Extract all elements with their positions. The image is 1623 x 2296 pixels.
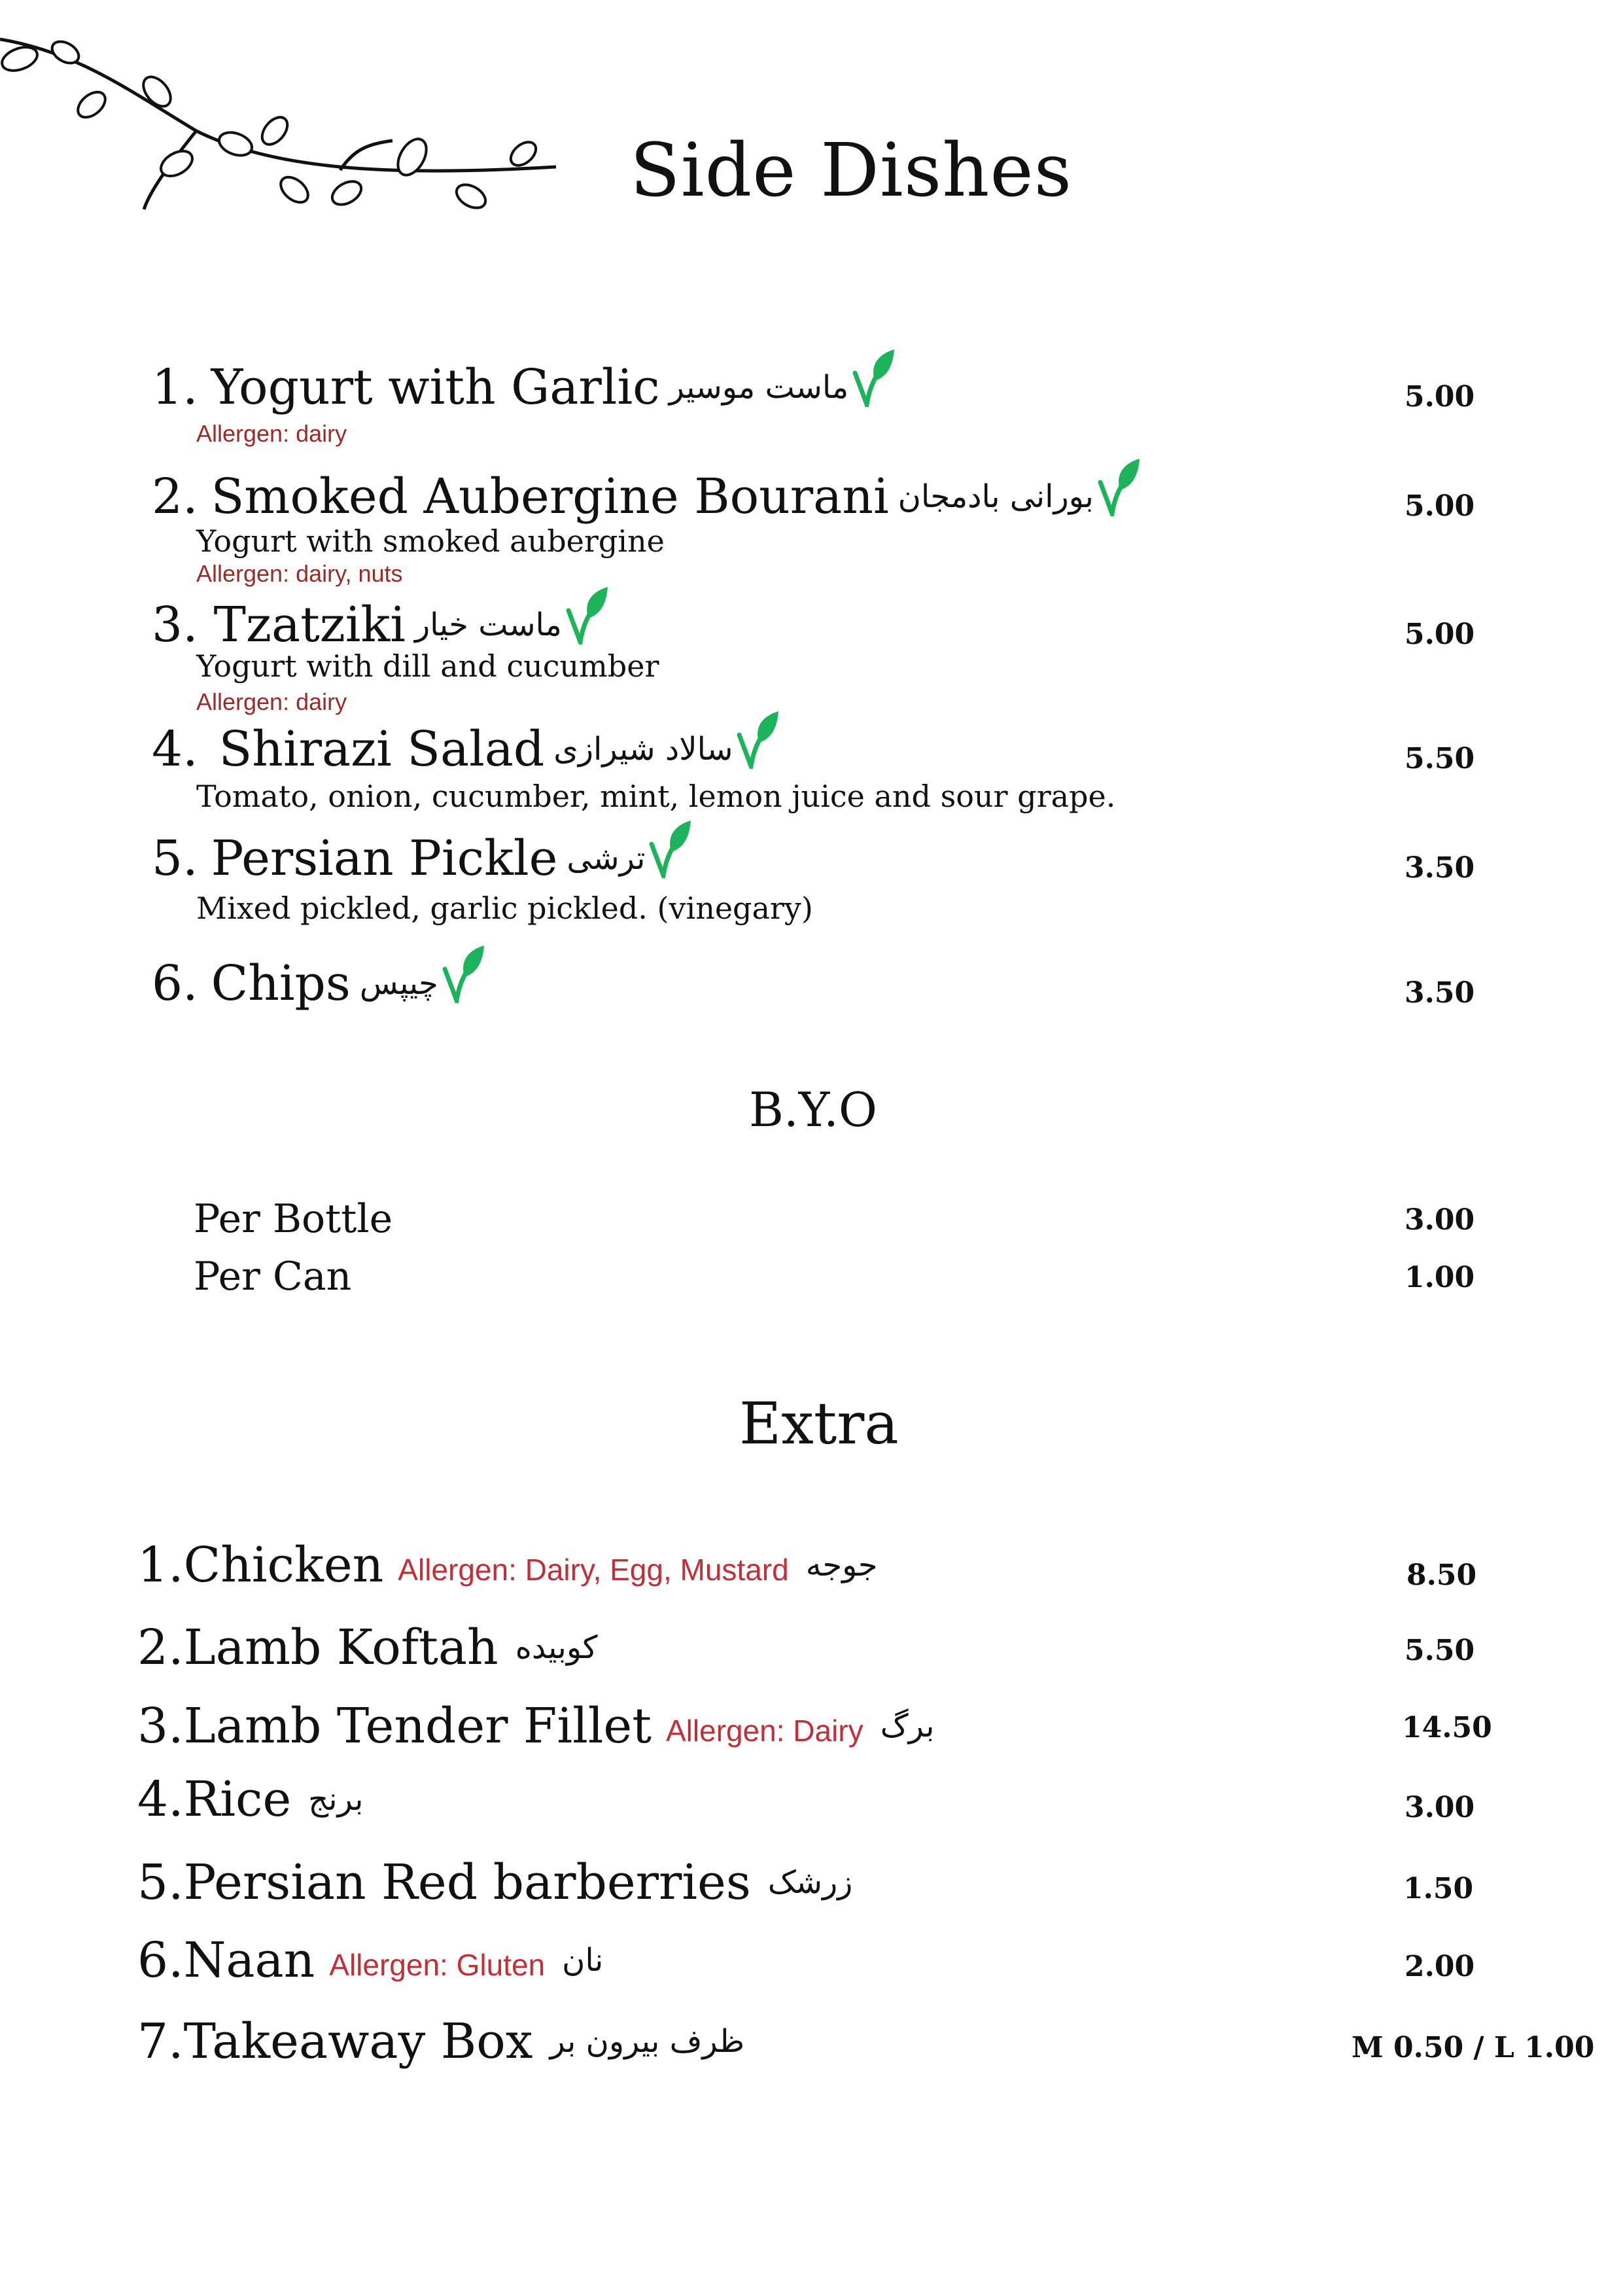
item-farsi-name: ظرف بیرون بر: [550, 2023, 745, 2060]
menu-item: [152, 721, 780, 777]
extra-item: [137, 1854, 853, 1911]
item-name: Persian Red barberries: [183, 1854, 751, 1911]
item-name: Lamb Koftah: [183, 1619, 498, 1676]
item-price: 5.50: [1405, 1634, 1475, 1667]
vegetarian-leaf-icon: [646, 819, 692, 878]
item-farsi-name: زرشک: [767, 1864, 853, 1901]
vegetarian-leaf-icon: [734, 710, 780, 769]
extra-item: [137, 1771, 364, 1828]
item-number: 3.: [152, 597, 198, 653]
item-farsi-name: جوجه: [805, 1547, 878, 1583]
item-farsi-name: برگ: [880, 1708, 935, 1744]
menu-item: [152, 830, 692, 887]
item-number: 3.: [137, 1698, 184, 1754]
item-number: 4.: [152, 721, 198, 777]
item-number: 7.: [137, 2013, 184, 2070]
item-allergen: Allergen: Dairy, Egg, Mustard: [398, 1553, 789, 1587]
item-price: 14.50: [1402, 1711, 1492, 1744]
item-farsi-name: ماست خیار: [414, 607, 562, 643]
item-farsi-name: برنج: [308, 1781, 364, 1818]
item-allergen: Allergen: dairy, nuts: [196, 560, 403, 587]
item-description: Mixed pickled, garlic pickled. (vinegary): [196, 891, 813, 926]
item-price: 5.00: [1405, 618, 1475, 651]
item-number: 6.: [137, 1932, 184, 1988]
item-farsi-name: چیپس: [359, 965, 438, 1002]
item-price: 3.00: [1405, 1791, 1475, 1824]
item-price: 5.00: [1405, 489, 1475, 523]
byo-item-label: Per Bottle: [194, 1196, 393, 1242]
item-name: Shirazi Salad: [218, 721, 545, 777]
item-farsi-name: ترشی: [567, 840, 646, 877]
item-price: 5.50: [1405, 742, 1475, 775]
item-farsi-name: سالاد شیرازی: [553, 731, 733, 768]
menu-item: [152, 359, 896, 415]
vine-decoration-icon: [0, 13, 576, 222]
byo-item-price: 3.00: [1405, 1203, 1475, 1237]
vegetarian-leaf-icon: [563, 586, 609, 645]
byo-item-price: 1.00: [1405, 1261, 1475, 1294]
item-name: Naan: [183, 1932, 315, 1988]
item-price: 3.50: [1405, 976, 1475, 1010]
item-farsi-name: کوبیده: [515, 1629, 598, 1666]
menu-item: [152, 468, 1141, 525]
item-number: 5.: [137, 1854, 184, 1911]
section-title-byo: B.Y.O: [749, 1082, 877, 1137]
item-name: Smoked Aubergine Bourani: [211, 468, 889, 525]
item-number: 1.: [137, 1537, 184, 1593]
item-name: Yogurt with Garlic: [211, 359, 660, 415]
item-number: 6.: [152, 955, 198, 1012]
vegetarian-leaf-icon: [440, 944, 485, 1003]
item-farsi-name: ماست موسیر: [669, 369, 849, 406]
item-name: Lamb Tender Fillet: [183, 1698, 652, 1754]
item-price: 2.00: [1405, 1950, 1475, 1983]
item-farsi-name: نان: [562, 1942, 604, 1979]
item-description: Yogurt with dill and cucumber: [196, 648, 659, 684]
item-name: Tzatziki: [213, 597, 406, 653]
item-name: Persian Pickle: [211, 830, 558, 887]
section-title-extra: Extra: [739, 1390, 899, 1457]
vegetarian-leaf-icon: [1095, 457, 1141, 516]
item-price: 1.50: [1403, 1872, 1474, 1905]
item-price: 3.50: [1405, 851, 1475, 885]
item-number: 1.: [152, 359, 198, 415]
item-name: Rice: [183, 1771, 292, 1828]
item-price: 5.00: [1405, 380, 1475, 414]
menu-item: [152, 955, 485, 1012]
extra-item: [137, 1537, 878, 1593]
byo-item-label: Per Can: [194, 1254, 352, 1299]
item-number: 4.: [137, 1771, 184, 1828]
extra-item: [137, 1619, 598, 1676]
item-name: Takeaway Box: [183, 2013, 533, 2070]
extra-item: [137, 1698, 935, 1754]
menu-item: [152, 597, 609, 653]
extra-item: [137, 2013, 745, 2070]
item-name: Chips: [211, 955, 351, 1012]
item-price: 8.50: [1406, 1559, 1477, 1592]
vegetarian-leaf-icon: [850, 348, 896, 407]
item-allergen: Allergen: Gluten: [329, 1948, 546, 1982]
item-allergen: Allergen: Dairy: [665, 1714, 864, 1748]
item-farsi-name: بورانی بادمجان: [898, 478, 1094, 515]
item-price: M 0.50 / L 1.00: [1352, 2031, 1595, 2064]
item-allergen: Allergen: dairy: [196, 420, 347, 447]
item-number: 2.: [137, 1619, 184, 1676]
item-description: Yogurt with smoked aubergine: [196, 523, 665, 559]
item-name: Chicken: [183, 1537, 384, 1593]
extra-item: [137, 1932, 604, 1988]
page-title: Side Dishes: [630, 128, 1073, 213]
item-description: Tomato, onion, cucumber, mint, lemon juice and sour grape.: [196, 779, 1116, 814]
item-number: 5.: [152, 830, 198, 887]
item-number: 2.: [152, 468, 198, 525]
item-allergen: Allergen: dairy: [196, 688, 347, 715]
